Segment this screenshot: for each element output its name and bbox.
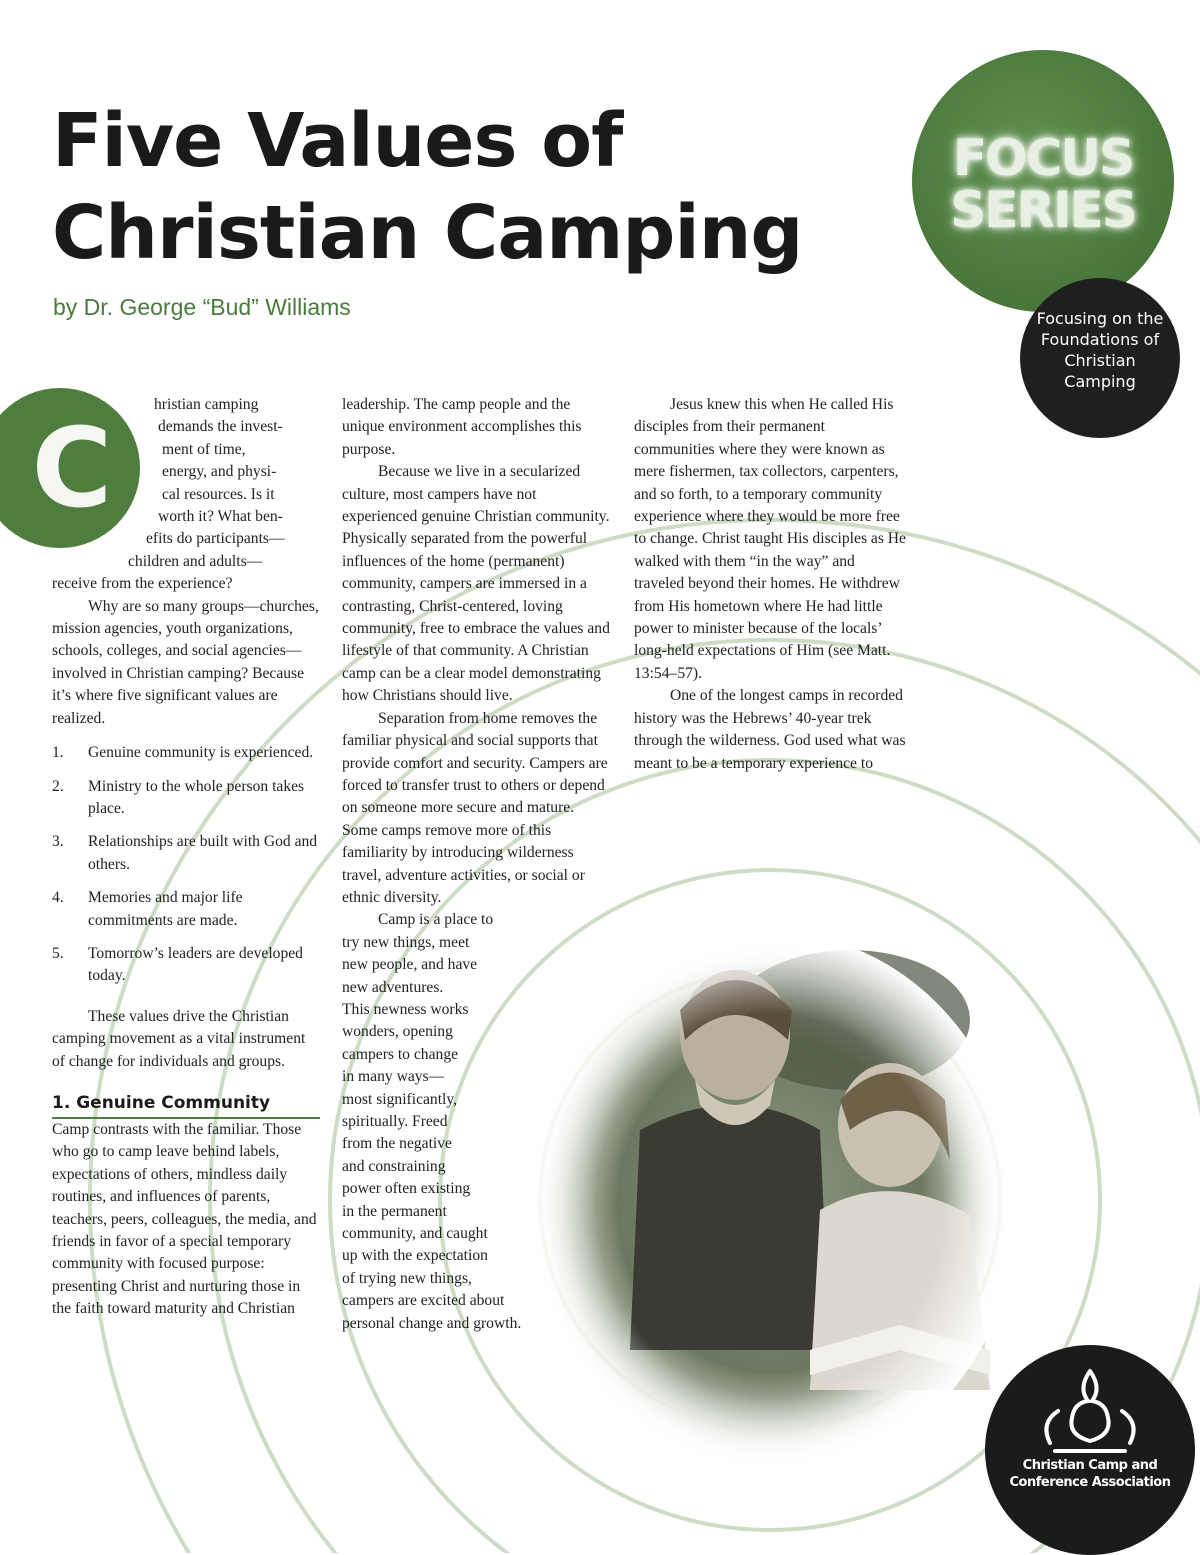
values-paragraph: These values drive the Christian camping movement as a vital instrument of change for individuals and groups.	[52, 1007, 306, 1070]
cca-name	[985, 1457, 1195, 1491]
campers-photo	[520, 930, 1020, 1480]
intro-line: receive from the experience?	[52, 575, 233, 593]
series-word: SERIES	[950, 181, 1136, 239]
paragraph-line: power often existing	[342, 1180, 471, 1198]
paragraph-line: campers to change	[342, 1045, 459, 1063]
paragraph-line: up with the expectation	[342, 1247, 488, 1265]
paragraph-line: personal change and growth.	[342, 1314, 522, 1332]
paragraph-line: community, and caught	[342, 1225, 488, 1243]
flame-icon	[1030, 1363, 1150, 1458]
list-number: 1.	[52, 744, 64, 762]
list-item	[52, 742, 320, 764]
paragraph-line: in many ways—	[342, 1068, 445, 1086]
paragraph-line: wonders, opening	[342, 1023, 453, 1041]
paragraph-line: campers are excited about	[342, 1292, 505, 1310]
paragraph-line: in the permanent	[342, 1202, 447, 1220]
list-item	[52, 887, 320, 932]
values-list	[52, 742, 320, 988]
focus-word: FOCUS	[953, 129, 1133, 187]
focus-series-logo	[912, 50, 1182, 391]
list-text: Memories and major life commitments are made.	[88, 889, 243, 929]
paragraph-line: Camp is a place to	[378, 911, 494, 929]
drop-cap: C	[0, 388, 140, 548]
title-line-1: Five Values of	[52, 98, 623, 184]
paragraph-line: from the negative	[342, 1135, 452, 1153]
paragraph-line: and constraining	[342, 1157, 446, 1175]
section-heading: 1. Genuine Community	[52, 1091, 320, 1119]
cca-name-line-1: Christian Camp and	[1022, 1458, 1158, 1473]
paragraph: Separation from home removes the familiar physical and social supports that provide comfort and security. Campers are forced to transfer trust to others or depend on someone more secure and mature. Some camps remove more of this familiarity by introducing wilderness travel, adventure activities, or social or ethnic diversity.	[342, 709, 608, 906]
focus-series-tagline-circle	[1020, 278, 1180, 438]
list-number: 3.	[52, 833, 64, 851]
intro-line: hristian camping	[154, 396, 259, 413]
why-paragraph: Why are so many groups—churches, mission agencies, youth organizations, schools, colleges, and social agencies—involved in Christian camping? Because it’s where five significant values are realized.	[52, 597, 319, 727]
intro-line: energy, and physi-	[162, 463, 277, 481]
list-text: Ministry to the whole person takes place.	[88, 777, 305, 817]
column-1	[52, 394, 320, 1321]
paragraph-line: try new things, meet	[342, 933, 470, 951]
paragraph-line: This newness works	[342, 1000, 469, 1018]
paragraph: Because we live in a secularized culture, most campers have not experienced genuine Christian community. Physically separated from the powerful influences of the home (permanent) community, campers are immersed in a contrasting, Christ-centered, loving community, free to embrace the values and lifestyle of that community. A Christian camp can be a clear model demonstrating how Christians should live.	[342, 463, 610, 705]
cca-name-line-2: Conference Association	[1009, 1475, 1171, 1490]
paragraph-line: new people, and have	[342, 956, 478, 974]
paragraph-line: of trying new things,	[342, 1269, 472, 1287]
paragraph-line: new adventures.	[342, 978, 444, 996]
focus-series-green-circle	[912, 50, 1174, 312]
list-item	[52, 943, 320, 988]
list-text: Relationships are built with God and others.	[88, 833, 318, 873]
paragraph-line: spiritually. Freed	[342, 1113, 448, 1130]
intro-line: ment of time,	[162, 440, 246, 458]
focus-series-tagline: Focusing on the Foundations of Christian Camping	[1036, 309, 1164, 391]
paragraph: One of the longest camps in recorded history was the Hebrews’ 40-year trek through the wilderness. God used what was meant to be a temporary experience to	[634, 687, 906, 772]
list-number: 4.	[52, 889, 64, 907]
list-number: 2.	[52, 777, 64, 795]
byline: by Dr. George “Bud” Williams	[53, 294, 351, 320]
intro-line: efits do participants—	[146, 530, 285, 548]
article-title	[52, 95, 802, 279]
intro-paragraph	[52, 394, 320, 596]
paragraph: leadership. The camp people and the unique environment accomplishes this purpose.	[342, 396, 582, 458]
paragraph: Jesus knew this when He called His disciples from their permanent communities where they were known as mere fishermen, tax collectors, carpenters, and so forth, to a temporary community experience where they would be more free to change. Christ taught His disciples as He walked with them “in the way” and traveled beyond their homes. He withdrew from His hometown where He had little power to minister because of the locals’ long-held expectations of Him (see Matt. 13:54–57).	[634, 396, 906, 682]
cca-logo	[985, 1345, 1195, 1555]
column-3	[634, 394, 906, 775]
section-paragraph: Camp contrasts with the familiar. Those who go to camp leave behind labels, expectations of others, mindless daily routines, and influences of parents, teachers, peers, colleagues, the media, and friends in favor of a special temporary community with focused purpose: presenting Christ and nurturing those in the faith toward maturity and Christian	[52, 1120, 317, 1318]
intro-line: cal resources. Is it	[162, 485, 275, 503]
paragraph-line: most significantly,	[342, 1090, 458, 1108]
list-number: 5.	[52, 944, 64, 962]
intro-line: worth it? What ben-	[158, 508, 283, 526]
list-text: Tomorrow’s leaders are developed today.	[88, 944, 303, 985]
intro-line: children and adults—	[128, 552, 263, 570]
title-line-2: Christian Camping	[52, 190, 803, 276]
intro-line: demands the invest-	[158, 418, 283, 436]
list-text: Genuine community is experienced.	[88, 744, 314, 762]
list-item	[52, 776, 320, 821]
list-item	[52, 831, 320, 876]
